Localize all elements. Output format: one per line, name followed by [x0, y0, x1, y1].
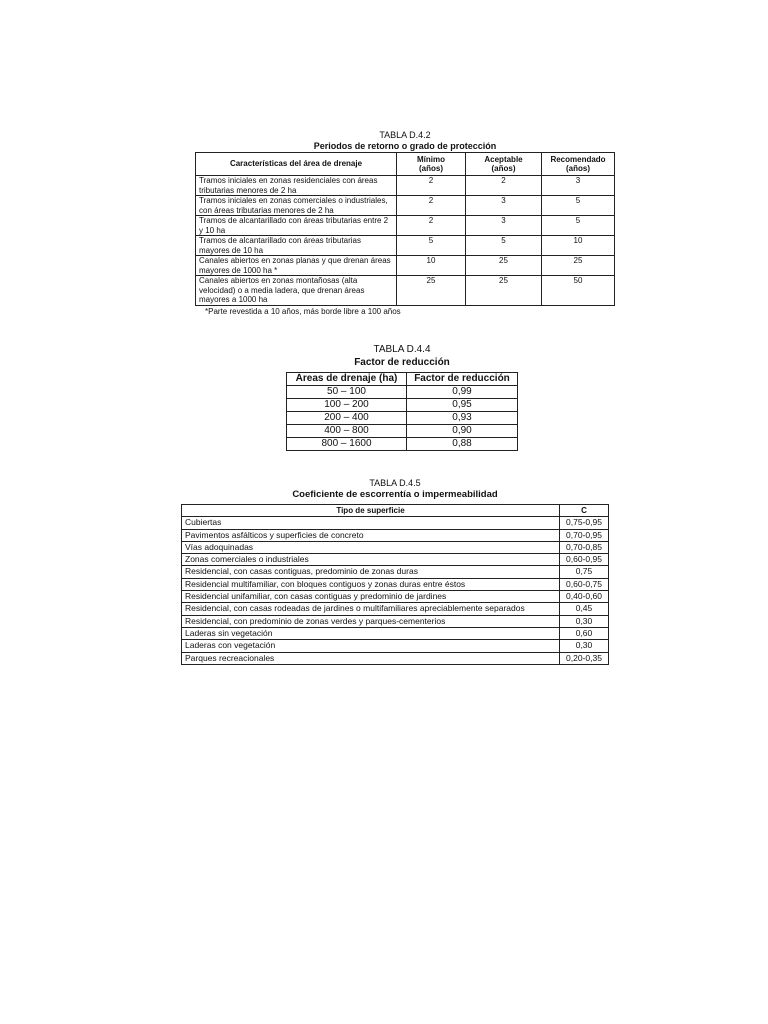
table-cell: 0,60-0,75	[560, 578, 609, 590]
tabla-d44-table	[286, 372, 518, 451]
tabla-d44-title-block	[286, 343, 518, 369]
tabla-d45-table	[181, 504, 609, 665]
table-row	[182, 615, 609, 627]
table-cell: 2	[397, 176, 466, 196]
table-cell: 25	[397, 276, 466, 306]
table-cell: 5	[397, 236, 466, 256]
table-cell: 10	[542, 236, 615, 256]
header-caracteristicas: Características del área de drenaje	[196, 153, 397, 176]
table-cell: Cubiertas	[182, 517, 560, 529]
table-cell: 0,99	[407, 386, 518, 399]
table-cell: Laderas sin vegetación	[182, 627, 560, 639]
table-row	[196, 196, 615, 216]
table-header-row	[196, 153, 615, 176]
header-tipo-superficie: Tipo de superficie	[182, 505, 560, 517]
table-row	[182, 652, 609, 664]
table-cell: Tramos de alcantarillado con áreas tributarias mayores de 10 ha	[196, 236, 397, 256]
table-cell: 0,90	[407, 425, 518, 438]
table-cell: 3	[466, 196, 542, 216]
table-cell: 2	[397, 196, 466, 216]
table-cell: 5	[466, 236, 542, 256]
table-cell: 0,88	[407, 438, 518, 451]
table-row	[182, 603, 609, 615]
table-row	[287, 425, 518, 438]
tabla-d45-title: Coeficiente de escorrentía o impermeabilidad	[292, 489, 498, 500]
header-factor-reduccion: Factor de reducción	[407, 373, 518, 386]
table-row	[182, 578, 609, 590]
table-cell: 0,45	[560, 603, 609, 615]
tabla-d42-title: Periodos de retorno o grado de protección	[313, 141, 497, 151]
table-cell: 50	[542, 276, 615, 306]
table-cell: 25	[466, 256, 542, 276]
table-cell: Canales abiertos en zonas planas y que drenan áreas mayores de 1000 ha *	[196, 256, 397, 276]
table-cell: 3	[542, 176, 615, 196]
tabla-d44	[286, 343, 518, 451]
table-cell: 0,95	[407, 399, 518, 412]
table-row	[182, 566, 609, 578]
table-cell: 0,40-0,60	[560, 591, 609, 603]
tabla-d44-caption: TABLA D.4.4	[373, 344, 431, 355]
table-cell: 0,70-0,95	[560, 529, 609, 541]
table-cell: 0,93	[407, 412, 518, 425]
table-cell: 5	[542, 216, 615, 236]
table-header-row	[287, 373, 518, 386]
tabla-d44-body	[287, 386, 518, 451]
table-cell: 0,75	[560, 566, 609, 578]
table-cell: 3	[466, 216, 542, 236]
header-minimo: Mínimo (años)	[397, 153, 466, 176]
tabla-d42	[195, 130, 615, 316]
table-row	[182, 640, 609, 652]
table-cell: Tramos iniciales en zonas comerciales o industriales, con áreas tributarias menores de 2 ha	[196, 196, 397, 216]
table-row	[182, 591, 609, 603]
table-row	[182, 554, 609, 566]
table-cell: Tramos de alcantarillado con áreas tributarias entre 2 y 10 ha	[196, 216, 397, 236]
tabla-d45-body	[182, 517, 609, 665]
table-cell: 25	[466, 276, 542, 306]
table-cell: Parques recreacionales	[182, 652, 560, 664]
table-row	[287, 386, 518, 399]
table-cell: 200 – 400	[287, 412, 407, 425]
table-cell: Laderas con vegetación	[182, 640, 560, 652]
table-cell: Vías adoquinadas	[182, 541, 560, 553]
table-row	[182, 517, 609, 529]
table-cell: 400 – 800	[287, 425, 407, 438]
tabla-d45-title-block	[181, 478, 609, 500]
table-cell: 0,75-0,95	[560, 517, 609, 529]
table-cell: 2	[466, 176, 542, 196]
table-cell: 100 – 200	[287, 399, 407, 412]
table-row	[196, 236, 615, 256]
header-recomendado: Recomendado (años)	[542, 153, 615, 176]
table-cell: Zonas comerciales o industriales	[182, 554, 560, 566]
tabla-d45-caption: TABLA D.4.5	[369, 478, 421, 488]
table-cell: 0,30	[560, 615, 609, 627]
table-cell: 0,70-0,85	[560, 541, 609, 553]
header-areas-drenaje: Áreas de drenaje (ha)	[287, 373, 407, 386]
table-cell: Tramos iniciales en zonas residenciales con áreas tributarias menores de 2 ha	[196, 176, 397, 196]
table-cell: Residencial multifamiliar, con bloques contiguos y zonas duras entre éstos	[182, 578, 560, 590]
table-cell: 10	[397, 256, 466, 276]
table-row	[196, 256, 615, 276]
table-cell: 0,20-0,35	[560, 652, 609, 664]
tabla-d42-caption: TABLA D.4.2	[379, 130, 431, 140]
table-cell: 25	[542, 256, 615, 276]
table-cell: 50 – 100	[287, 386, 407, 399]
table-cell: Residencial unifamiliar, con casas contiguas y predominio de jardines	[182, 591, 560, 603]
tabla-d45	[181, 478, 609, 665]
header-aceptable: Aceptable (años)	[466, 153, 542, 176]
table-cell: 800 – 1600	[287, 438, 407, 451]
table-cell: Canales abiertos en zonas montañosas (alta velocidad) o a media ladera, que drenan áreas mayores a 1000 ha	[196, 276, 397, 306]
header-c: C	[560, 505, 609, 517]
table-row	[287, 412, 518, 425]
table-row	[196, 216, 615, 236]
table-row	[182, 627, 609, 639]
tabla-d42-title-block	[195, 130, 615, 152]
table-row	[196, 276, 615, 306]
tabla-d42-note: *Parte revestida a 10 años, más borde libre a 100 años	[205, 306, 401, 316]
table-cell: Residencial, con casas contiguas, predominio de zonas duras	[182, 566, 560, 578]
table-cell: 0,60	[560, 627, 609, 639]
tabla-d42-body	[196, 176, 615, 306]
table-cell: 5	[542, 196, 615, 216]
table-cell: 0,60-0,95	[560, 554, 609, 566]
table-cell: Residencial, con casas rodeadas de jardines o multifamiliares apreciablemente separados	[182, 603, 560, 615]
table-cell: Pavimentos asfálticos y superficies de concreto	[182, 529, 560, 541]
table-cell: Residencial, con predominio de zonas verdes y parques-cementerios	[182, 615, 560, 627]
table-row	[287, 438, 518, 451]
table-row	[196, 176, 615, 196]
table-header-row	[182, 505, 609, 517]
table-row	[182, 541, 609, 553]
table-cell: 0,30	[560, 640, 609, 652]
table-row	[182, 529, 609, 541]
tabla-d42-table	[195, 152, 615, 306]
table-cell: 2	[397, 216, 466, 236]
table-row	[287, 399, 518, 412]
tabla-d44-title: Factor de reducción	[354, 357, 450, 368]
